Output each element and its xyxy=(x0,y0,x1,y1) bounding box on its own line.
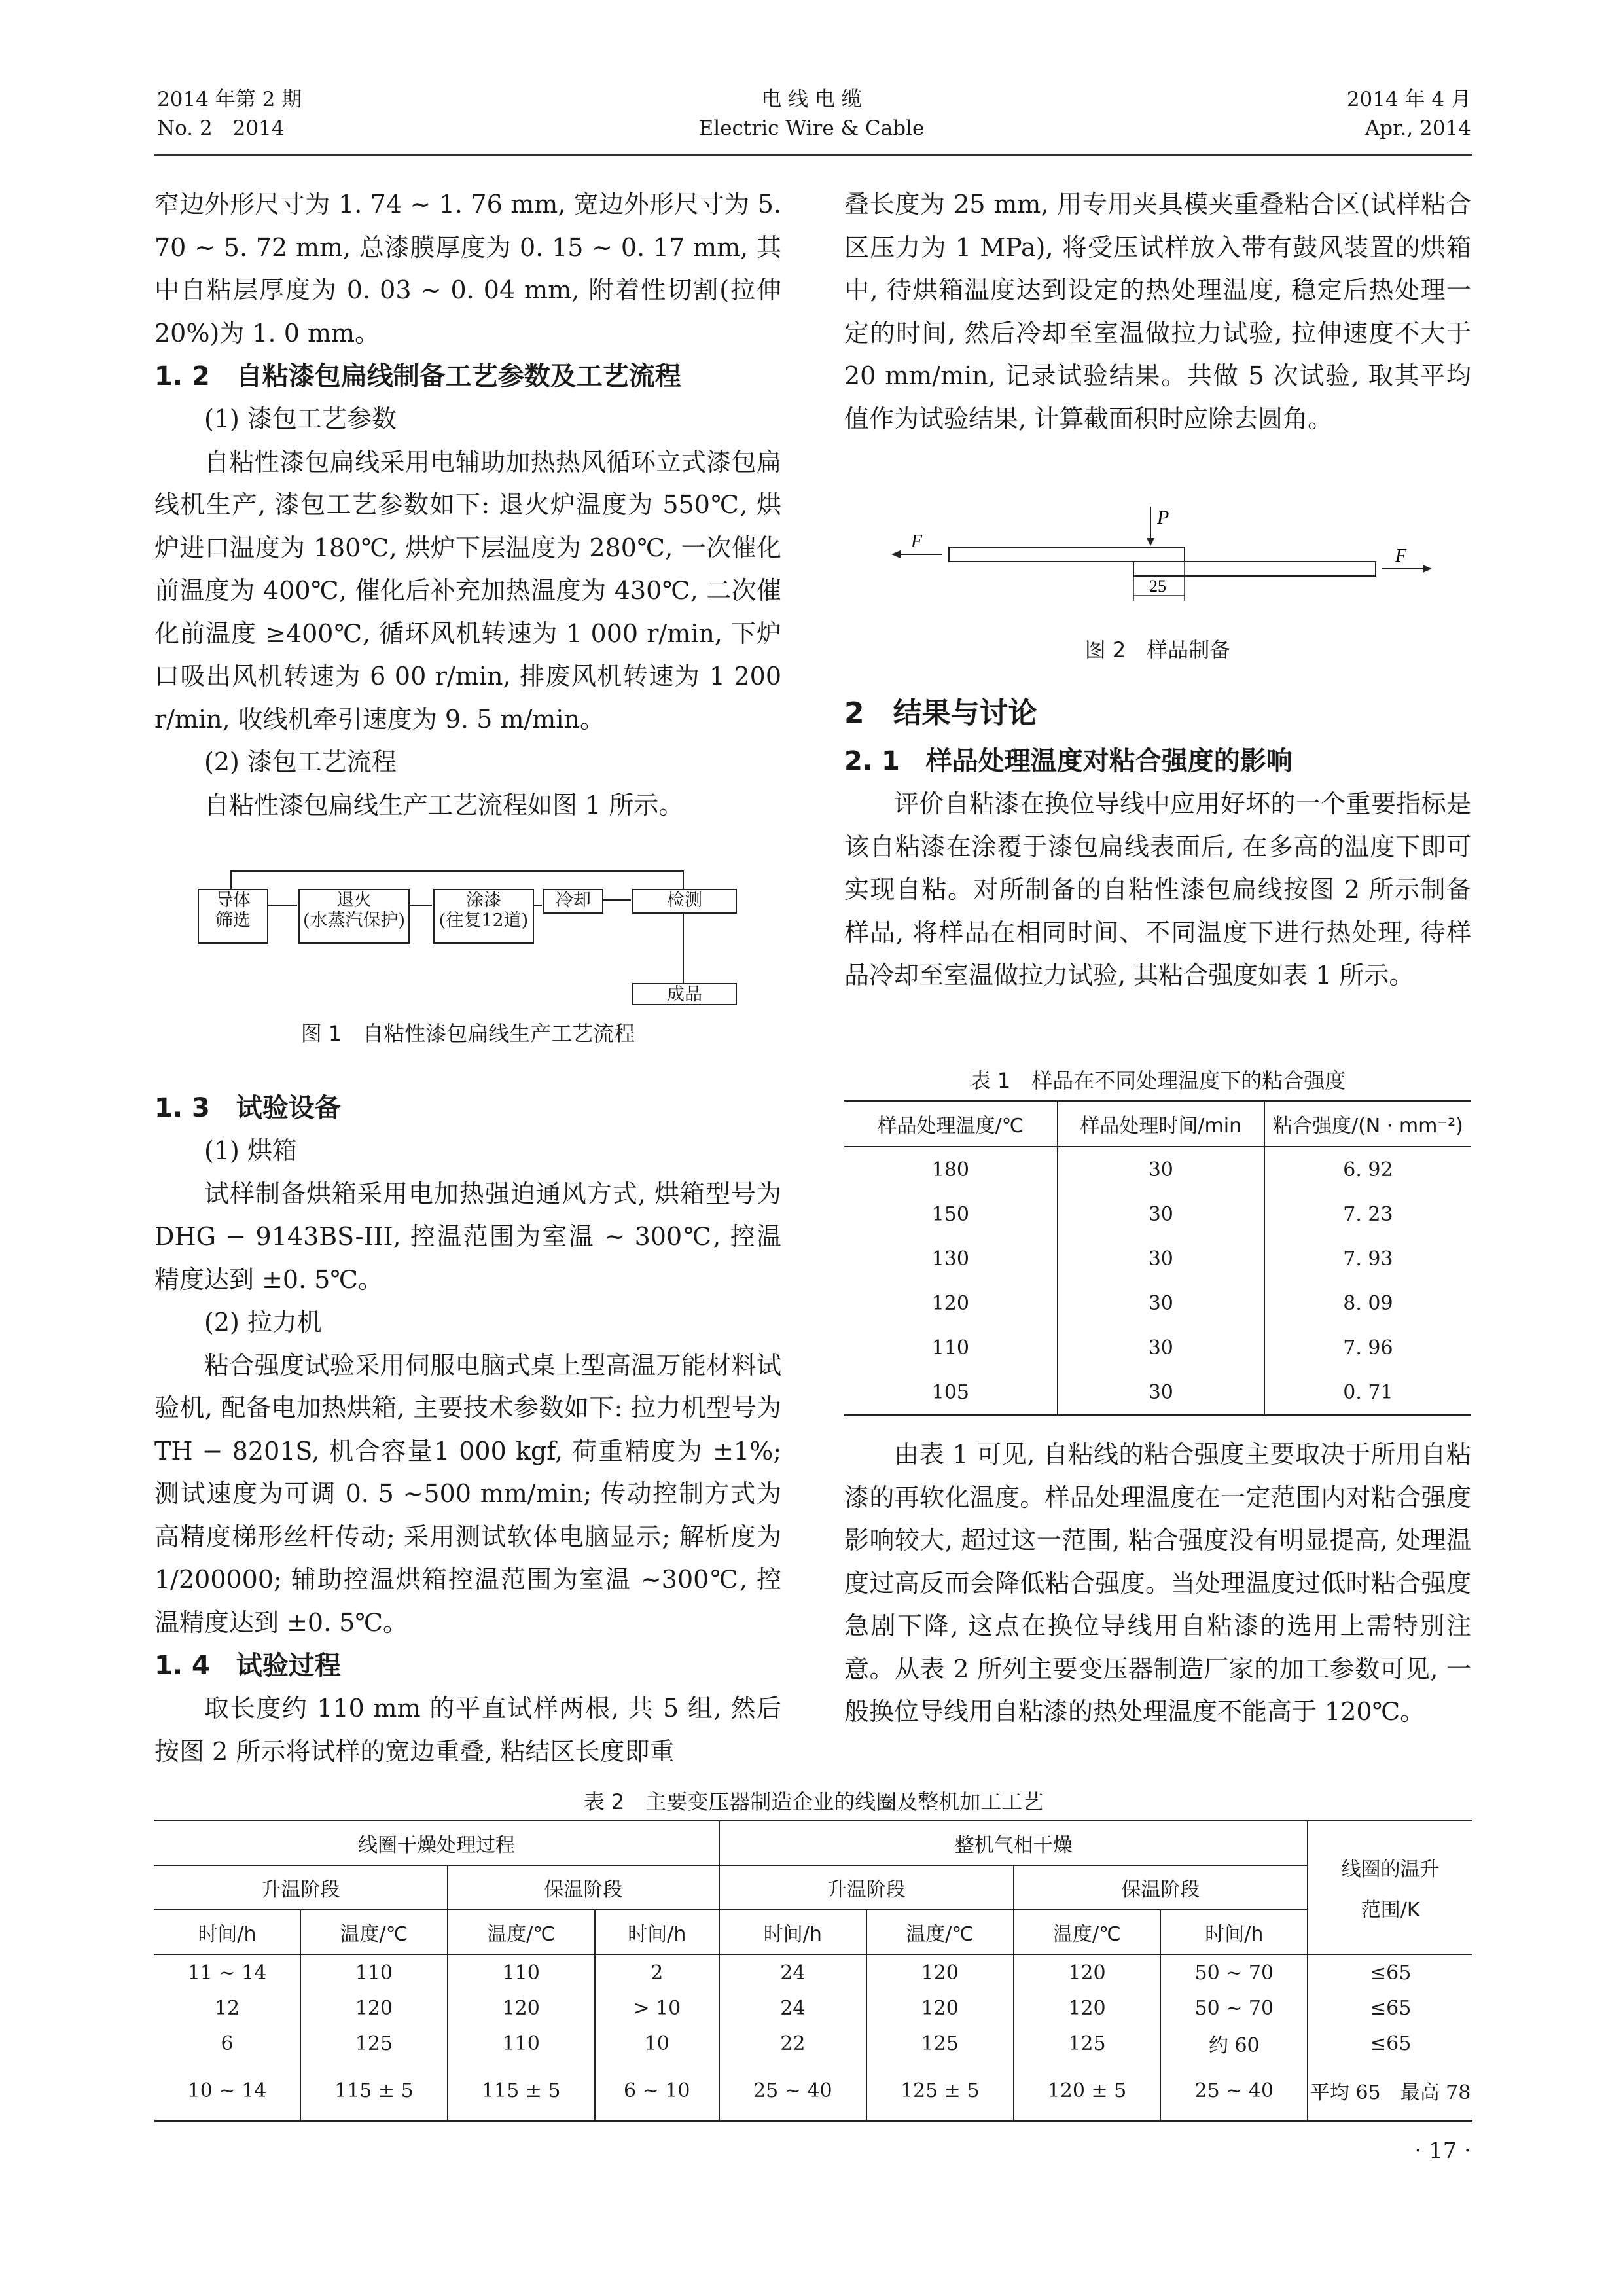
paragraph: 取长度约 110 mm 的平直试样两根, 共 5 组, 然后按图 2 所示将试样的宽边重叠, 粘结区长度即重 xyxy=(154,1694,781,1766)
left-column-bottom xyxy=(154,1086,781,1773)
right-column-top xyxy=(844,183,1471,440)
table-row: 180 30 6. 92 xyxy=(844,1147,1471,1192)
table-row: 110 30 7. 96 xyxy=(844,1325,1471,1370)
label-25: 25 xyxy=(1149,577,1166,596)
table-1-caption: 表 1 样品在不同处理温度下的粘合强度 xyxy=(969,1068,1346,1093)
table-1 xyxy=(844,1100,1471,1416)
flow-box-coating: 涂漆 (往复12道) xyxy=(433,889,534,944)
table-header-cell: 时间/h xyxy=(1160,1910,1308,1954)
flow-box-product: 成品 xyxy=(632,983,737,1005)
flow-box-conductor: 导体 筛选 xyxy=(198,889,268,944)
issue-line-cn: 2014 年第 2 期 xyxy=(157,88,302,111)
date-info xyxy=(1276,85,1471,143)
flow-box-inspection: 检测 xyxy=(632,889,737,914)
table-header-cell: 温度/℃ xyxy=(448,1910,595,1954)
paragraph: 由表 1 可见, 自粘线的粘合强度主要取决于所用自粘漆的再软化温度。样品处理温度在一定范围内对粘合强度影响较大, 超过这一范围, 粘合强度没有明显提高, 处理温度过高反而会降低粘合强度。当处理温度过低时粘合强度急剧下降, 这点在换位导线用自粘漆的选用上需特别注意。从表 2 所列主要变压器制造厂家的加工参数可见, 一般换位导线用自粘漆的热处理温度不能高于 120℃。 xyxy=(844,1440,1471,1726)
table-row: 150 30 7. 23 xyxy=(844,1192,1471,1236)
table-2 xyxy=(154,1820,1472,2122)
right-column-middle xyxy=(844,687,1471,997)
table-subheader: 保温阶段 xyxy=(1014,1865,1308,1910)
section-heading-1-3: 1. 3 试验设备 xyxy=(154,1093,341,1123)
date-line-en: Apr., 2014 xyxy=(1364,117,1471,140)
header-rule xyxy=(154,154,1472,156)
table-row: 10 ~ 14 115 ± 5 115 ± 5 6 ~ 10 25 ~ 40 125 ± 5 120 ± 5 25 ~ 40 平均 65 最高 78 xyxy=(154,2061,1472,2121)
paragraph: 试样制备烘箱采用电加热强迫通风方式, 烘箱型号为 DHG − 9143BS-III, 控温范围为室温 ~ 300℃, 控温精度达到 ±0. 5℃。 xyxy=(154,1179,781,1294)
paragraph: 粘合强度试验采用伺服电脑式桌上型高温万能材料试验机, 配备电加热烘箱, 主要技术参数如下: 拉力机型号为 TH − 8201S, 机合容量1 000 kgf, 荷重精度为 ±1%; 测试速度为可调 0. 5 ~500 mm/min; 传动控制方式为高精度梯形丝杆传动; 采用测试软体电脑显示; 解析度为 1/200000; 辅助控温烘箱控温范围为室温 ~300℃, 控温精度达到 ±0. 5℃。 xyxy=(154,1350,781,1637)
table-subheader: 升温阶段 xyxy=(154,1865,448,1910)
section-heading-2-1: 2. 1 样品处理温度对粘合强度的影响 xyxy=(844,746,1293,776)
subsection-heading: (1) 烘箱 xyxy=(204,1136,297,1165)
table-row: 11 ~ 14 110 110 2 24 120 120 50 ~ 70 ≤65 xyxy=(154,1954,1472,1990)
subsection-heading: (2) 拉力机 xyxy=(204,1308,322,1336)
journal-title xyxy=(681,85,942,143)
specimen-upper xyxy=(949,547,1185,562)
section-heading-2: 2 结果与讨论 xyxy=(844,696,1037,730)
subsection-heading: (1) 漆包工艺参数 xyxy=(204,404,397,433)
table-row: 6 125 110 10 22 125 125 约 60 ≤65 xyxy=(154,2026,1472,2061)
table-group-header: 线圈干燥处理过程 xyxy=(154,1821,719,1866)
label-p: P xyxy=(1157,507,1169,528)
right-column-bottom xyxy=(844,1433,1471,1734)
flow-box-cooling: 冷却 xyxy=(543,889,603,914)
section-heading-1-4: 1. 4 试验过程 xyxy=(154,1651,341,1681)
specimen-lower xyxy=(1133,562,1376,576)
paragraph: 叠长度为 25 mm, 用专用夹具模夹重叠粘合区(试样粘合区压力为 1 MPa), 将受压试样放入带有鼓风装置的烘箱中, 待烘箱温度达到设定的热处理温度, 稳定后热处理一定的时间, 然后冷却至室温做拉力试验, 拉伸速度不大于 20 mm/min, 记录试验结果。共做 5 次试验, 取其平均值作为试验结果, 计算截面积时应除去圆角。 xyxy=(844,190,1471,433)
journal-title-cn: 电 线 电 缆 xyxy=(761,88,862,111)
table-header-cell: 温度/℃ xyxy=(300,1910,448,1954)
table-row: 12 120 120 > 10 24 120 120 50 ~ 70 ≤65 xyxy=(154,1990,1472,2026)
page-number: · 17 · xyxy=(1414,2138,1471,2164)
issue-info xyxy=(157,85,302,143)
table-subheader: 升温阶段 xyxy=(719,1865,1014,1910)
table-header-cell: 温度/℃ xyxy=(866,1910,1014,1954)
paragraph: 自粘性漆包扁线生产工艺流程如图 1 所示。 xyxy=(204,790,684,819)
table-header-cell: 时间/h xyxy=(154,1910,300,1954)
journal-title-en: Electric Wire & Cable xyxy=(698,117,925,140)
table-group-header: 整机气相干燥 xyxy=(719,1821,1308,1866)
label-f-left: F xyxy=(911,531,923,552)
table-row: 105 30 0. 71 xyxy=(844,1370,1471,1416)
issue-line-en: No. 2 2014 xyxy=(157,117,285,140)
figure-1-flowchart xyxy=(196,865,740,1003)
table-header-cell: 样品处理时间/min xyxy=(1058,1101,1264,1147)
figure-2-diagram xyxy=(877,497,1440,609)
subsection-heading: (2) 漆包工艺流程 xyxy=(204,747,397,776)
table-header-cell: 样品处理温度/℃ xyxy=(844,1101,1058,1147)
paragraph: 窄边外形尺寸为 1. 74 ~ 1. 76 mm, 宽边外形尺寸为 5. 70 ~ 5. 72 mm, 总漆膜厚度为 0. 15 ~ 0. 17 mm, 其中自粘层厚度为 0. 03 ~ 0. 04 mm, 附着性切割(拉伸 20%)为 1. 0 mm。 xyxy=(154,190,781,348)
table-header-cell: 时间/h xyxy=(719,1910,866,1954)
date-line-cn: 2014 年 4 月 xyxy=(1346,88,1471,111)
section-heading-1-2: 1. 2 自粘漆包扁线制备工艺参数及工艺流程 xyxy=(154,361,681,391)
table-2-caption: 表 2 主要变压器制造企业的线圈及整机加工工艺 xyxy=(583,1789,1044,1814)
paragraph: 自粘性漆包扁线采用电辅助加热热风循环立式漆包扁线机生产, 漆包工艺参数如下: 退火炉温度为 550℃, 烘炉进口温度为 180℃, 烘炉下层温度为 280℃, 一次催化前温度为 400℃, 催化后补充加热温度为 430℃, 二次催化前温度 ≥400℃, 循环风机转速为 1 000 r/min, 下炉口吸出风机转速为 6 00 r/min, 排废风机转速为 1 200 r/min, 收线机牵引速度为 9. 5 m/min。 xyxy=(154,447,781,734)
table-header-cell: 时间/h xyxy=(595,1910,719,1954)
figure-1-caption: 图 1 自粘性漆包扁线生产工艺流程 xyxy=(300,1021,635,1046)
figure-2-caption: 图 2 样品制备 xyxy=(1084,637,1231,662)
table-subheader: 保温阶段 xyxy=(448,1865,719,1910)
label-f-right: F xyxy=(1395,546,1407,566)
left-column-top xyxy=(154,183,781,827)
paragraph: 评价自粘漆在换位导线中应用好坏的一个重要指标是该自粘漆在涂覆于漆包扁线表面后, 在多高的温度下即可实现自粘。对所制备的自粘性漆包扁线按图 2 所示制备样品, 将样品在相同时间、不同温度下进行热处理, 待样品冷却至室温做拉力试验, 其粘合强度如表 1 所示。 xyxy=(844,789,1471,990)
table-row: 120 30 8. 09 xyxy=(844,1281,1471,1325)
table-row: 130 30 7. 93 xyxy=(844,1236,1471,1281)
table-header-cell: 粘合强度/(N · mm⁻²) xyxy=(1264,1101,1471,1147)
table-header-cell: 温度/℃ xyxy=(1014,1910,1161,1954)
table-group-header: 线圈的温升 范围/K xyxy=(1308,1821,1472,1955)
flow-box-anneal: 退火 (水蒸汽保护) xyxy=(298,889,410,944)
